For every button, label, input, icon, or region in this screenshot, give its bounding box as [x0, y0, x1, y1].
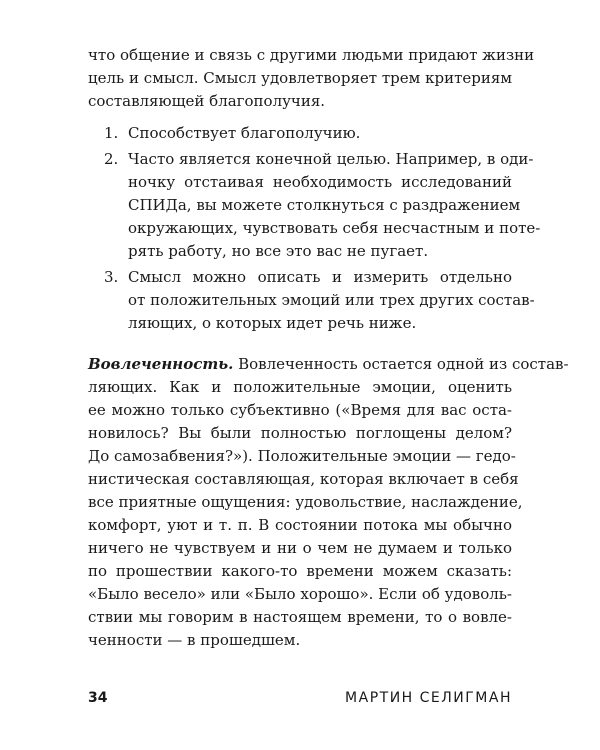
text-line: нистическая составляющая, которая включает в себя [88, 470, 519, 488]
text-line: СПИДа, вы можете столкнуться с раздражением [128, 196, 521, 214]
list-item [88, 122, 512, 145]
text-line: ченности — в прошедшем. [88, 631, 301, 649]
text-line: по прошествии какого-то времени можем сказать: [88, 562, 512, 580]
text-line: Смысл можно описать и измерить отдельно [128, 268, 512, 286]
text-line: составляющей благополучия. [88, 92, 326, 110]
list-item [88, 148, 541, 263]
text-line: от положительных эмоций или трех других состав- [128, 291, 535, 309]
text-line: рять работу, но все это вас не пугает. [128, 242, 429, 260]
text-line: все приятные ощущения: удовольствие, наслаждение, [88, 493, 523, 511]
engagement-term: Вовлеченность. [88, 355, 234, 373]
text-line: Способствует благополучию. [128, 124, 361, 142]
page-number: 34 [88, 690, 108, 706]
text-line: ствии мы говорим в настоящем времени, то о вовле- [88, 608, 512, 626]
list-item [88, 266, 535, 335]
text-line: что общение и связь с другими людьми придают жизни [88, 46, 535, 64]
running-author: МАРТИН СЕЛИГМАН [345, 690, 512, 706]
engagement-first-line: Вовлеченность остается одной из состав- [233, 355, 569, 373]
text-line: ляющих, о которых идет речь ниже. [128, 314, 417, 332]
text-line: новилось? Вы были полностью поглощены делом? [88, 424, 512, 442]
list-item-number: 2. [104, 150, 119, 168]
page-body [88, 44, 569, 652]
text-line: До самозабвения?»). Положительные эмоции — гедо- [88, 447, 516, 465]
intro-paragraph [88, 44, 535, 113]
text-line: окружающих, чувствовать себя несчастным и поте- [128, 219, 541, 237]
text-line: Часто является конечной целью. Например, в оди- [128, 150, 534, 168]
criteria-list [88, 122, 541, 335]
text-line: ляющих. Как и положительные эмоции, оценить [88, 378, 512, 396]
text-line: цель и смысл. Смысл удовлетворяет трем критериям [88, 69, 512, 87]
text-line: «Было весело» или «Было хорошо». Если об удоволь- [88, 585, 512, 603]
text-line: ее можно только субъективно («Время для вас оста- [88, 401, 512, 419]
text-line: комфорт, уют и т. п. В состоянии потока мы обычно [88, 516, 512, 534]
list-item-number: 1. [104, 124, 119, 142]
text-line [88, 353, 569, 376]
text-line: ничего не чувствуем и ни о чем не думаем и только [88, 539, 512, 557]
engagement-paragraph [88, 353, 569, 652]
text-line: ночку отстаивая необходимость исследований [128, 173, 512, 191]
page-footer [88, 686, 512, 710]
list-item-number: 3. [104, 268, 119, 286]
